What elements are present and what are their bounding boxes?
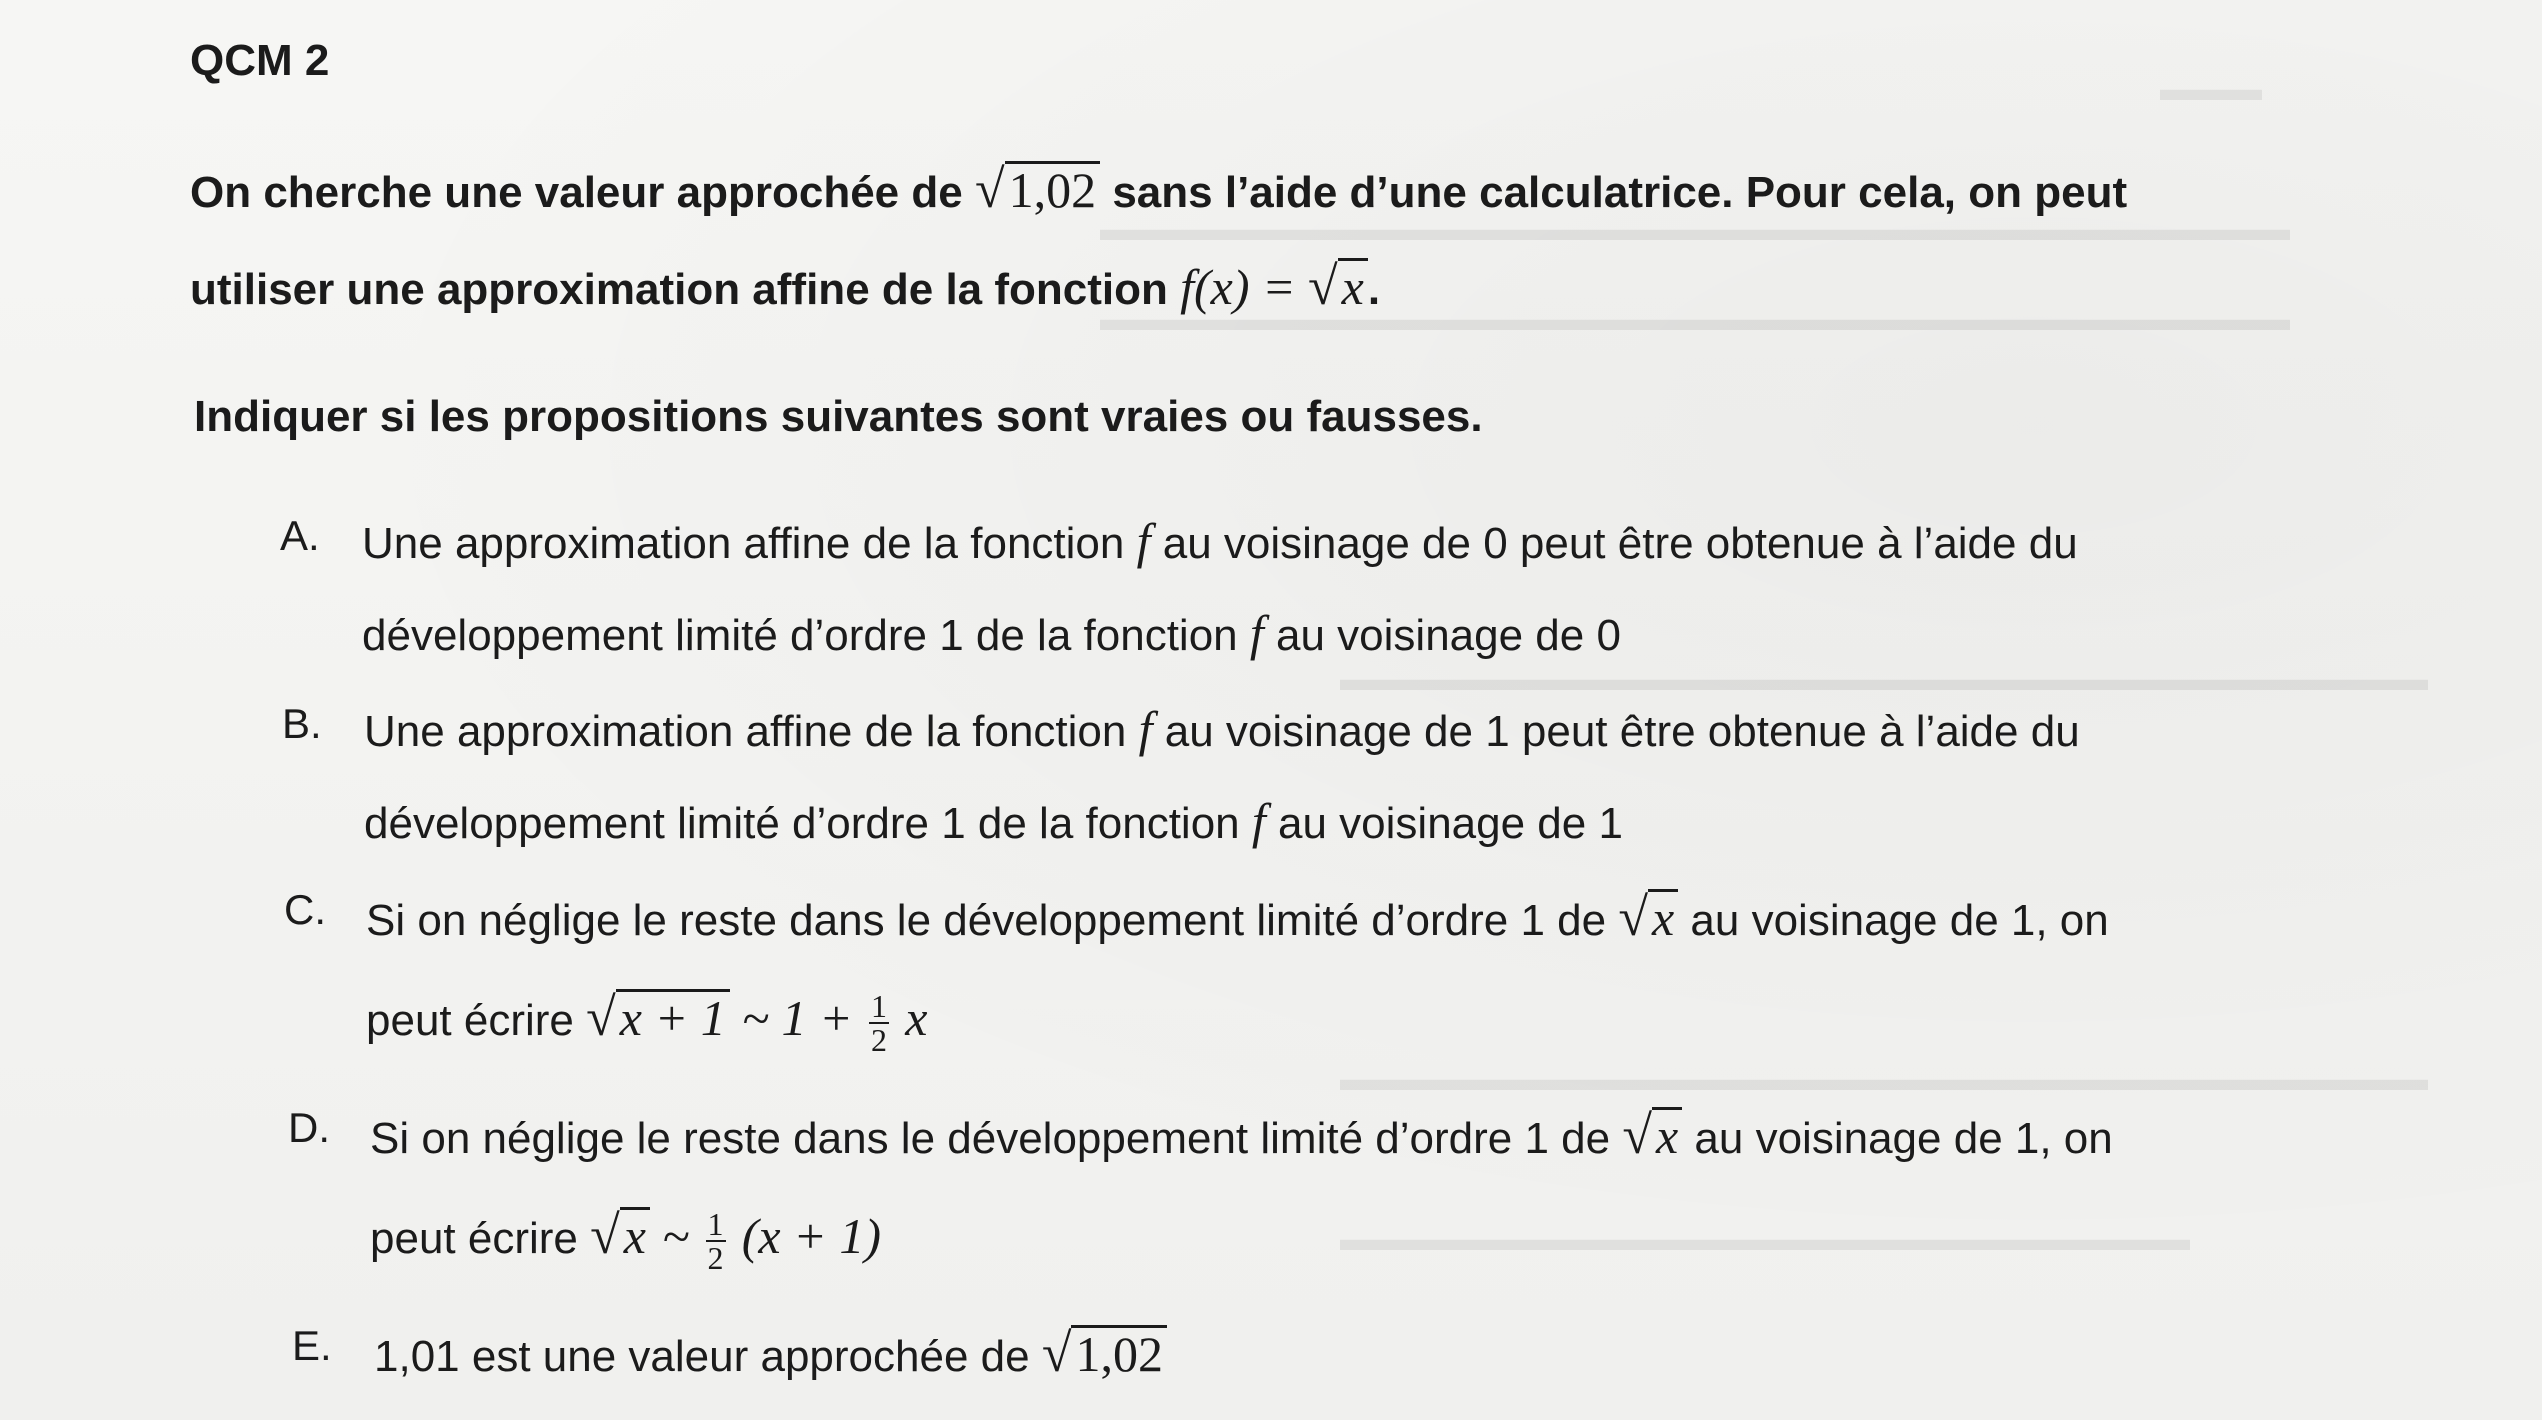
radicand: x + 1	[616, 989, 730, 1045]
instruction: Indiquer si les propositions suivantes sont vraies ou fausses.	[194, 392, 1483, 441]
intro-text: utiliser une approximation affine de la fonction	[190, 265, 1168, 314]
radicand: x	[1648, 889, 1678, 945]
approx-expression: (x + 1)	[741, 1208, 881, 1264]
function-symbol: f	[1249, 605, 1264, 661]
proposition-letter: B.	[282, 700, 322, 747]
radical-sign: √	[974, 159, 1005, 219]
fraction-numerator: 1	[707, 1206, 724, 1243]
function-symbol: f	[1138, 701, 1153, 757]
proposition-text: au voisinage de 1	[1278, 799, 1623, 848]
sqrt-expression	[590, 1204, 650, 1266]
proposition-letter: A.	[280, 512, 320, 559]
radical-sign: √	[586, 987, 616, 1047]
proposition-text: Si on néglige le reste dans le développement limité d’ordre 1 de	[370, 1114, 1611, 1163]
proposition-line-1	[362, 512, 2078, 570]
show-through-text: ▬▬▬▬▬▬▬▬▬▬▬▬▬▬▬▬▬▬▬▬▬▬▬▬▬▬▬▬▬▬▬▬	[1340, 660, 2428, 698]
show-through-text: ▬▬▬▬▬▬▬▬▬▬▬▬▬▬▬▬▬▬▬▬▬▬▬▬▬▬▬▬▬▬▬▬▬▬▬	[1100, 300, 2290, 338]
radicand: x	[620, 1207, 650, 1263]
fraction-denominator: 2	[870, 1022, 887, 1059]
proposition-letter: E.	[292, 1322, 332, 1369]
proposition-text: Une approximation affine de la fonction	[362, 519, 1125, 568]
sqrt-expression	[1618, 886, 1678, 948]
approx-expression: ~ 1 +	[741, 990, 853, 1046]
intro-line-1	[190, 158, 2127, 220]
period: .	[1367, 265, 1381, 314]
proposition-text: au voisinage de 0	[1276, 611, 1621, 660]
function-definition: f(x) =	[1180, 259, 1296, 315]
proposition-text: au voisinage de 0 peut être obtenue à l’aide du	[1162, 519, 2078, 568]
intro-text: On cherche une valeur approchée de	[190, 168, 963, 217]
radicand: 1,02	[1005, 161, 1101, 217]
proposition-text: développement limité d’ordre 1 de la fonction	[362, 611, 1238, 660]
proposition-text: au voisinage de 1, on	[1690, 896, 2109, 945]
sqrt-expression	[1622, 1104, 1682, 1166]
proposition-letter: D.	[288, 1104, 330, 1151]
intro-line-2	[190, 255, 1380, 317]
sqrt-expression	[586, 986, 730, 1048]
radical-sign: √	[1622, 1105, 1652, 1165]
sqrt-expression	[1308, 255, 1368, 317]
fraction-numerator: 1	[870, 988, 887, 1025]
question-title: QCM 2	[190, 36, 330, 85]
approx-expression: ~	[662, 1208, 690, 1264]
proposition-line-1	[370, 1104, 2113, 1166]
proposition-line-1	[364, 700, 2080, 758]
fraction-denominator: 2	[707, 1240, 724, 1277]
fraction	[869, 988, 889, 1059]
proposition-text: développement limité d’ordre 1 de la fonction	[364, 799, 1240, 848]
show-through-text: ▬▬▬▬▬▬▬▬▬▬▬▬▬▬▬▬▬▬▬▬▬▬▬▬▬	[1340, 1220, 2190, 1258]
proposition-text: Une approximation affine de la fonction	[364, 707, 1127, 756]
proposition-line-2	[370, 1204, 881, 1277]
proposition-text: au voisinage de 1, on	[1694, 1114, 2113, 1163]
proposition-text: Si on néglige le reste dans le développement limité d’ordre 1 de	[366, 896, 1607, 945]
fraction	[706, 1206, 726, 1277]
show-through-text: ▬▬▬▬▬▬▬▬▬▬▬▬▬▬▬▬▬▬▬▬▬▬▬▬▬▬▬▬▬▬▬▬▬▬▬	[1100, 210, 2290, 248]
proposition-line-1	[366, 886, 2109, 948]
proposition-text: peut écrire	[370, 1214, 578, 1263]
radical-sign: √	[1307, 256, 1338, 316]
show-through-text: ▬▬▬	[2160, 70, 2262, 108]
radicand: x	[1338, 258, 1368, 314]
proposition-line-1	[374, 1322, 1167, 1384]
proposition-text: 1,01 est une valeur approchée de	[374, 1332, 1030, 1381]
function-symbol: f	[1251, 793, 1266, 849]
proposition-line-2	[362, 604, 1621, 662]
radical-sign: √	[1618, 887, 1648, 947]
sqrt-expression	[975, 158, 1100, 220]
proposition-line-2	[366, 986, 928, 1059]
radicand: 1,02	[1071, 1325, 1167, 1381]
intro-text: sans l’aide d’une calculatrice. Pour cela, on peut	[1112, 168, 2128, 217]
sqrt-expression	[1042, 1322, 1167, 1384]
show-through-text: ▬▬▬▬▬▬▬▬▬▬▬▬▬▬▬▬▬▬▬▬▬▬▬▬▬▬▬▬▬▬▬▬	[1340, 1060, 2428, 1098]
function-symbol: f	[1136, 513, 1151, 569]
proposition-line-2	[364, 792, 1623, 850]
proposition-letter: C.	[284, 886, 326, 933]
approx-expression: x	[905, 990, 928, 1046]
proposition-text: peut écrire	[366, 996, 574, 1045]
radical-sign: √	[1041, 1323, 1072, 1383]
radical-sign: √	[590, 1205, 620, 1265]
proposition-text: au voisinage de 1 peut être obtenue à l’aide du	[1164, 707, 2080, 756]
radicand: x	[1652, 1107, 1682, 1163]
